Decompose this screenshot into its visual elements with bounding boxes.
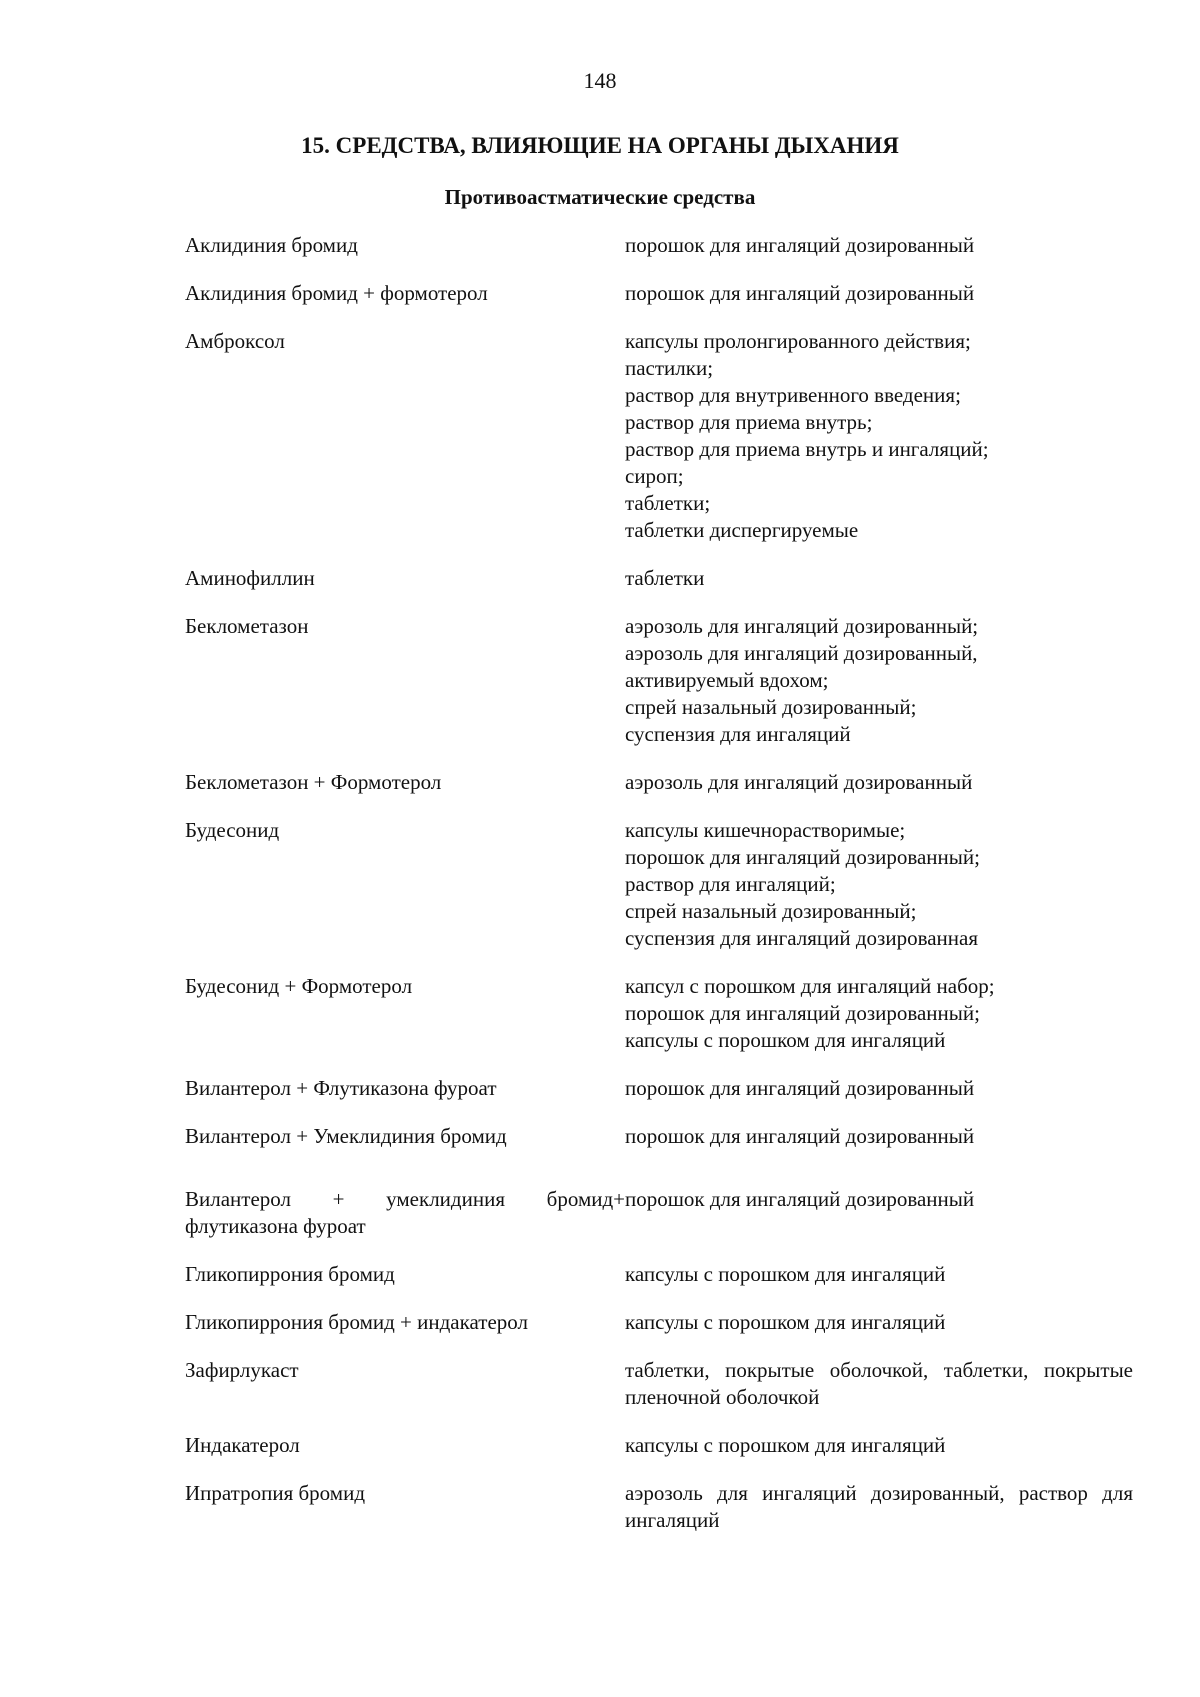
drug-row — [185, 1123, 1133, 1150]
drug-form: капсулы с порошком для ингаляций — [625, 1028, 946, 1052]
drug-name: Вилантерол + Флутиказона фуроат — [185, 1076, 497, 1100]
drug-name: Вилантерол + Умеклидиния бромид — [185, 1124, 507, 1148]
drug-forms-list — [625, 328, 1133, 544]
drug-name: Будесонид + Формотерол — [185, 974, 413, 998]
drug-form: таблетки диспергируемые — [625, 518, 859, 542]
section-title: 15. СРЕДСТВА, ВЛИЯЮЩИЕ НА ОРГАНЫ ДЫХАНИЯ — [301, 133, 899, 158]
drug-form: таблетки; — [625, 491, 711, 515]
drug-form: раствор для внутривенного введения; — [625, 383, 961, 407]
drug-form: капсулы пролонгированного действия; — [625, 329, 971, 353]
drug-forms-list — [625, 280, 1133, 307]
drug-row — [185, 817, 1133, 952]
subsection-title: Противоастматические средства — [444, 185, 756, 209]
drug-forms-list — [625, 769, 1133, 796]
drug-forms-list — [625, 1075, 1133, 1102]
page-number: 148 — [583, 68, 617, 93]
drug-list — [185, 232, 1133, 1555]
drug-form: порошок для ингаляций дозированный — [625, 1076, 975, 1100]
drug-forms-list — [625, 232, 1133, 259]
drug-name: Будесонид — [185, 818, 280, 842]
drug-forms-list — [625, 1309, 1133, 1336]
drug-forms-list — [625, 1261, 1133, 1288]
drug-form: раствор для приема внутрь; — [625, 410, 873, 434]
drug-form: суспензия для ингаляций — [625, 722, 851, 746]
drug-form: раствор для приема внутрь и ингаляций; — [625, 437, 989, 461]
drug-forms-list — [625, 817, 1133, 952]
drug-form: аэрозоль для ингаляций дозированный; — [625, 614, 979, 638]
drug-form: капсулы кишечнорастворимые; — [625, 818, 906, 842]
drug-form: капсулы с порошком для ингаляций — [625, 1262, 946, 1286]
drug-name: Аклидиния бромид — [185, 233, 358, 257]
drug-row — [185, 232, 1133, 259]
drug-row — [185, 1357, 1133, 1411]
drug-row — [185, 1309, 1133, 1336]
drug-row — [185, 1186, 1133, 1240]
drug-form: порошок для ингаляций дозированный; — [625, 1001, 980, 1025]
drug-row — [185, 328, 1133, 544]
drug-forms-list — [625, 565, 1133, 592]
drug-row — [185, 565, 1133, 592]
drug-row — [185, 280, 1133, 307]
drug-forms-list — [625, 1186, 1133, 1240]
drug-form: порошок для ингаляций дозированный — [625, 233, 975, 257]
drug-form: капсулы с порошком для ингаляций — [625, 1433, 946, 1457]
drug-name: Вилантерол + умеклидиния бромид+ флутиказона фуроат — [185, 1187, 625, 1238]
drug-name: Аклидиния бромид + формотерол — [185, 281, 488, 305]
drug-name: Индакатерол — [185, 1433, 300, 1457]
drug-form: суспензия для ингаляций дозированная — [625, 926, 979, 950]
drug-form: аэрозоль для ингаляций дозированный — [625, 770, 973, 794]
drug-form: раствор для ингаляций; — [625, 872, 836, 896]
drug-form: капсул с порошком для ингаляций набор; — [625, 974, 995, 998]
drug-row — [185, 769, 1133, 796]
drug-form: активируемый вдохом; — [625, 668, 829, 692]
drug-form: спрей назальный дозированный; — [625, 695, 917, 719]
drug-row — [185, 973, 1133, 1054]
drug-name: Ипратропия бромид — [185, 1481, 365, 1505]
drug-name: Амброксол — [185, 329, 285, 353]
drug-name: Беклометазон — [185, 614, 309, 638]
drug-name: Беклометазон + Формотерол — [185, 770, 442, 794]
drug-form: аэрозоль для ингаляций дозированный, раствор для ингаляций — [625, 1481, 1133, 1532]
drug-form: порошок для ингаляций дозированный — [625, 1187, 975, 1211]
drug-name: Гликопиррония бромид + индакатерол — [185, 1310, 528, 1334]
drug-forms-list — [625, 1357, 1133, 1411]
drug-forms-list — [625, 1480, 1133, 1534]
drug-form: порошок для ингаляций дозированный; — [625, 845, 980, 869]
drug-forms-list — [625, 973, 1133, 1054]
drug-name: Зафирлукаст — [185, 1358, 299, 1382]
drug-name: Аминофиллин — [185, 566, 315, 590]
drug-row — [185, 613, 1133, 748]
drug-row — [185, 1261, 1133, 1288]
drug-forms-list — [625, 1123, 1133, 1150]
drug-forms-list — [625, 613, 1133, 748]
drug-forms-list — [625, 1432, 1133, 1459]
drug-row — [185, 1075, 1133, 1102]
drug-form: таблетки — [625, 566, 705, 590]
drug-name: Гликопиррония бромид — [185, 1262, 395, 1286]
drug-form: спрей назальный дозированный; — [625, 899, 917, 923]
drug-form: аэрозоль для ингаляций дозированный, — [625, 641, 978, 665]
drug-form: капсулы с порошком для ингаляций — [625, 1310, 946, 1334]
drug-row — [185, 1432, 1133, 1459]
drug-form: сироп; — [625, 464, 684, 488]
drug-form: порошок для ингаляций дозированный — [625, 1124, 975, 1148]
drug-form: пастилки; — [625, 356, 714, 380]
drug-form: порошок для ингаляций дозированный — [625, 281, 975, 305]
drug-row — [185, 1480, 1133, 1534]
drug-form: таблетки, покрытые оболочкой, таблетки, покрытые пленочной оболочкой — [625, 1358, 1133, 1409]
